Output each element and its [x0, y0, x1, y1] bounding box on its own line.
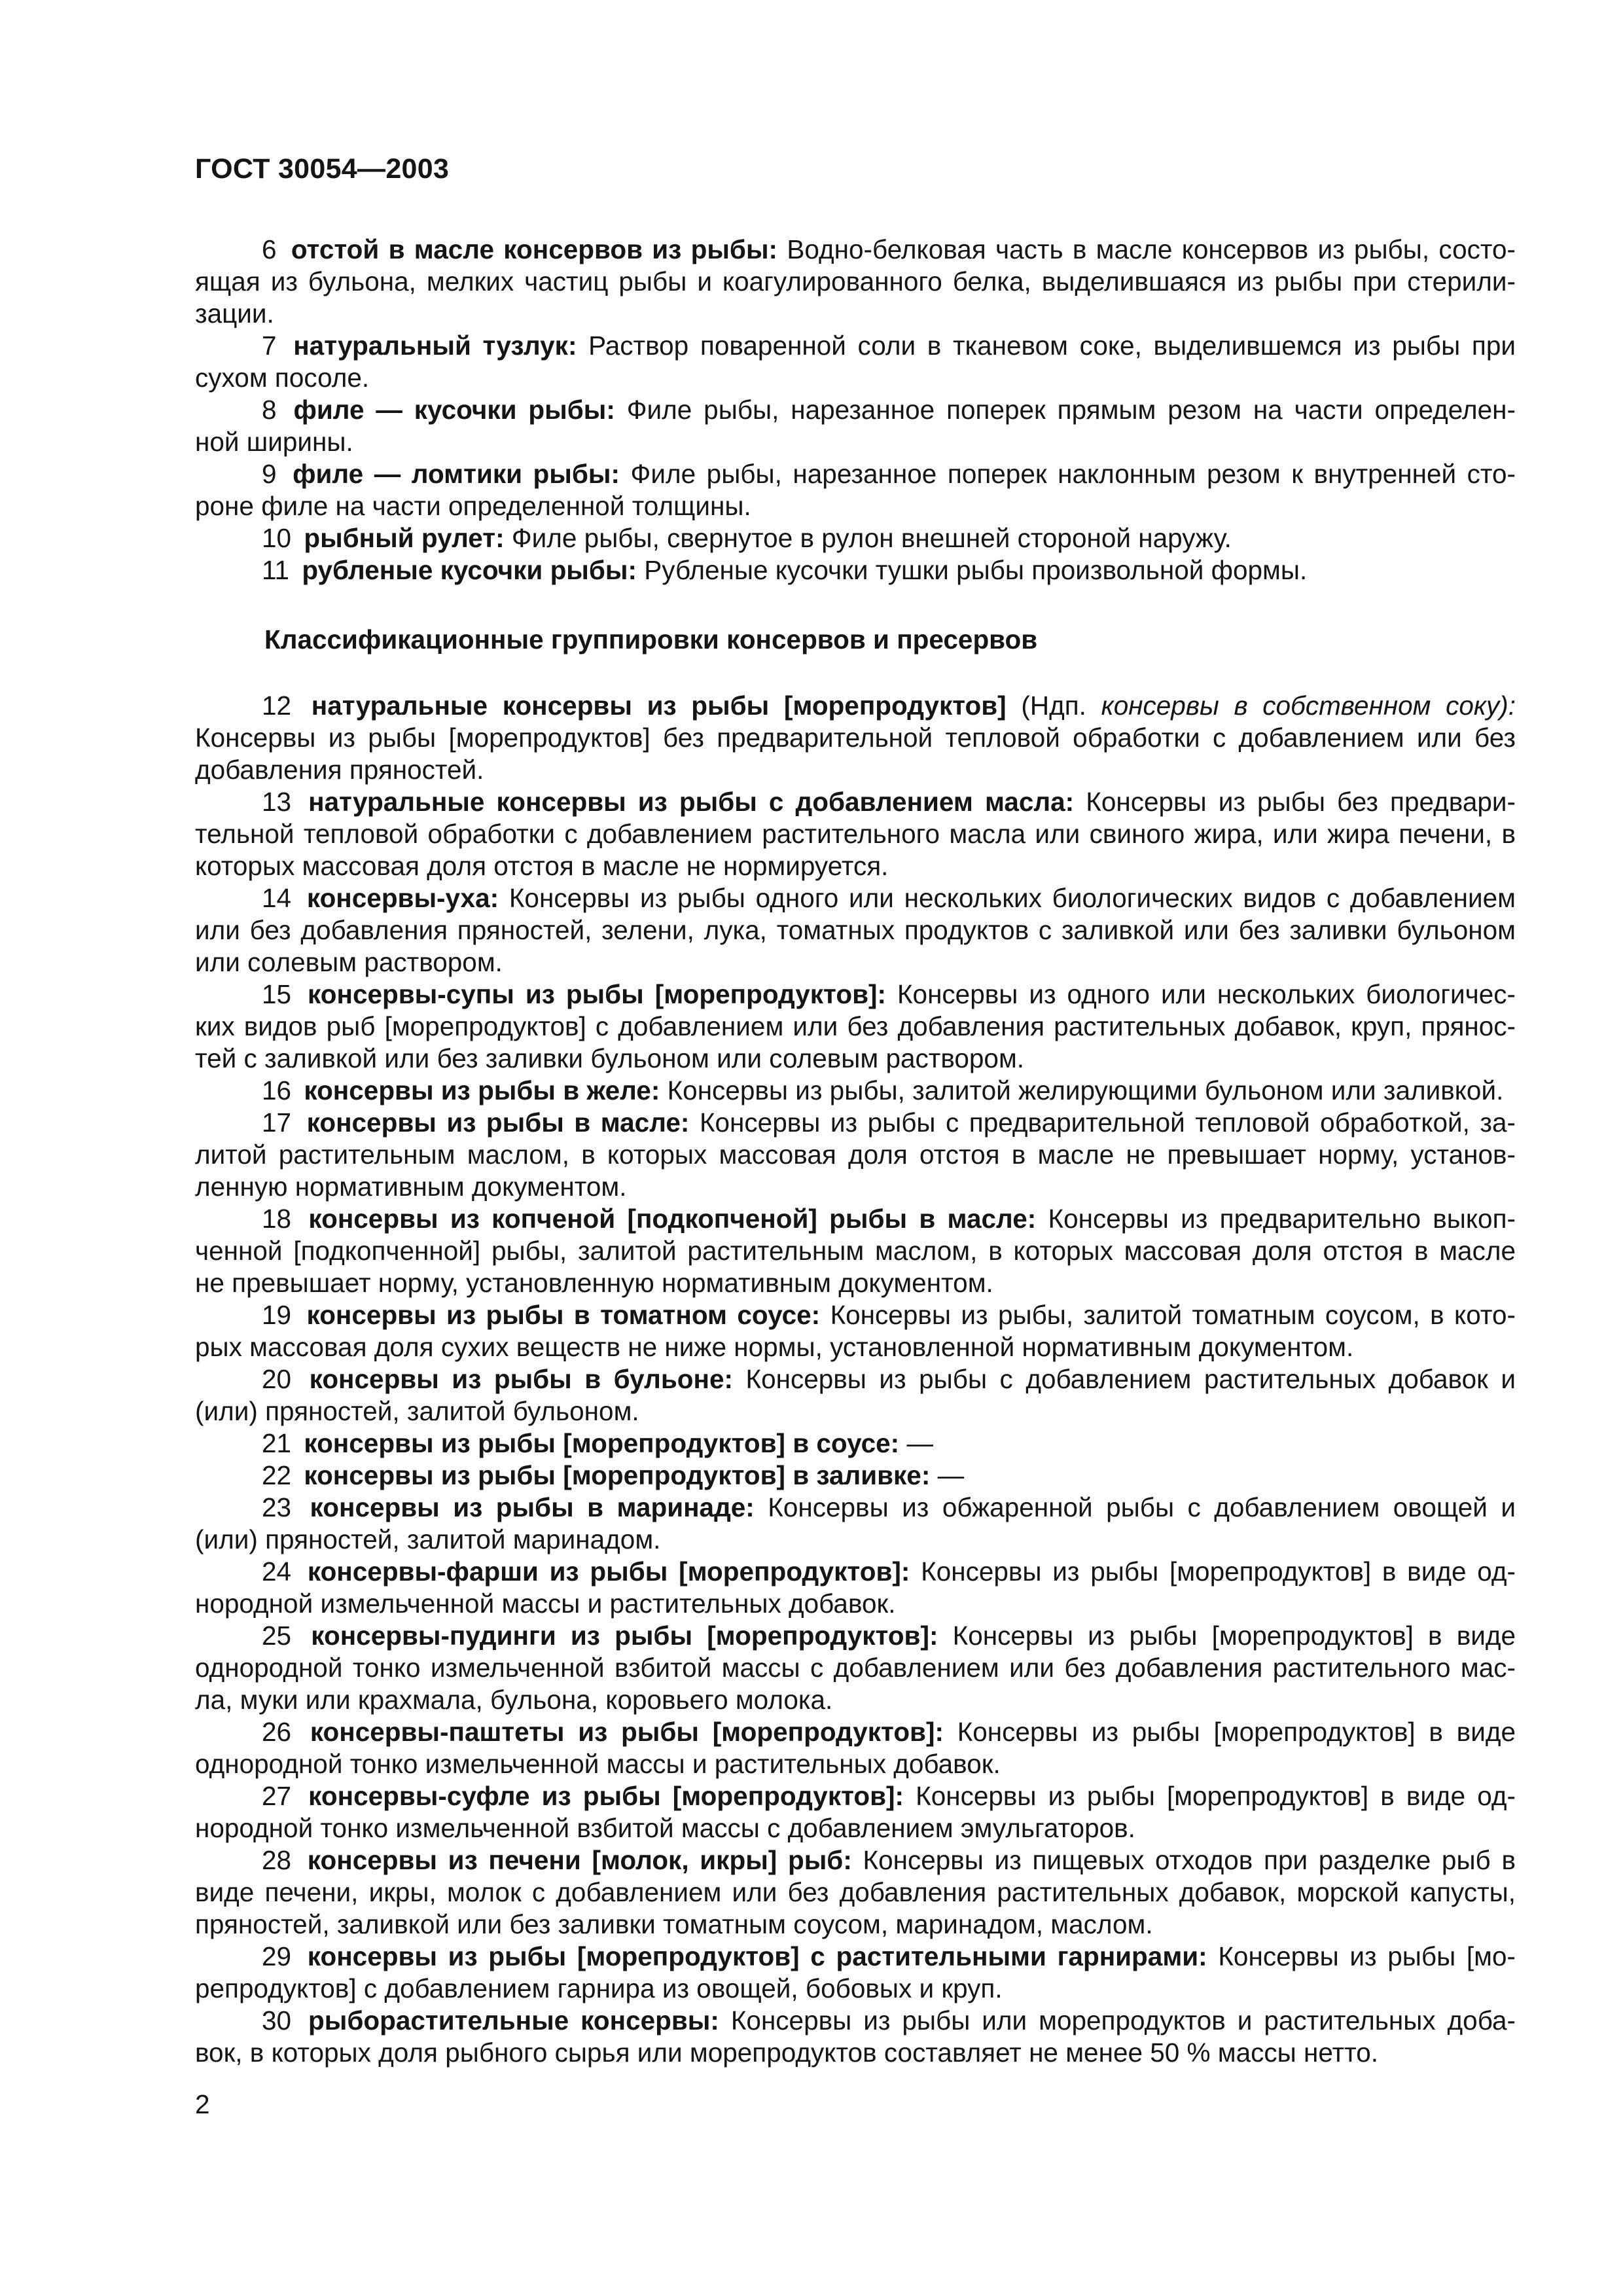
- entry-number: 26: [262, 1717, 292, 1747]
- entry-definition-line: тельной тепловой обработки с добавлением растительного масла или свиного жира, или жира печени, в: [195, 819, 1516, 849]
- term-entry-14: [195, 882, 1516, 978]
- entry-number: 12: [262, 691, 292, 721]
- entry-definition-start: Консервы из рыбы одного или нескольких биологических видов с добавлением: [508, 883, 1516, 913]
- term-entry-10: [195, 522, 1516, 554]
- entry-number: 17: [262, 1107, 292, 1138]
- entry-first-line: [195, 394, 1516, 426]
- entry-number: 24: [262, 1556, 292, 1587]
- entry-definition-start: Консервы из рыбы [морепродуктов] в виде од-: [916, 1781, 1516, 1811]
- entry-first-line: [195, 1299, 1516, 1331]
- entry-definition-line: ла, муки или крахмала, бульона, коровьего молока.: [195, 1685, 833, 1715]
- term-list-classification: [195, 690, 1516, 2069]
- entry-term: натуральные консервы из рыбы [морепродуктов]: [311, 691, 1007, 721]
- entry-number: 13: [262, 787, 292, 817]
- entry-number: 16: [262, 1075, 292, 1105]
- entry-term: консервы-пудинги из рыбы [морепродуктов]:: [311, 1621, 938, 1651]
- entry-definition-line: добавления пряностей.: [195, 755, 484, 785]
- entry-deprecated-note-label: (Ндп.: [1021, 691, 1086, 721]
- term-entry-15: [195, 978, 1516, 1075]
- entry-definition-line: (или) пряностей, залитой бульоном.: [195, 1396, 639, 1426]
- entry-first-line: [195, 1363, 1516, 1395]
- entry-first-line: [195, 690, 1516, 722]
- entry-term: отстой в масле консервов из рыбы:: [291, 234, 778, 264]
- entry-term: консервы из рыбы в бульоне:: [309, 1364, 733, 1394]
- entry-first-line: [195, 786, 1516, 818]
- term-entry-30: [195, 2005, 1516, 2069]
- entry-definition-line: (или) пряностей, залитой маринадом.: [195, 1524, 661, 1554]
- entry-definition-start: Водно-белковая часть в масле консервов из рыбы, состо-: [787, 234, 1516, 264]
- entry-definition-line: ленную нормативным документом.: [195, 1172, 627, 1202]
- entry-definition-line: ченной [подкопченной] рыбы, залитой растительным маслом, в которых массовая доля отстоя в масле: [195, 1236, 1516, 1266]
- entry-term: консервы из рыбы в томатном соусе:: [306, 1300, 821, 1330]
- term-entry-24: [195, 1556, 1516, 1620]
- entry-number: 29: [262, 1941, 292, 1971]
- entry-first-line: [195, 234, 1516, 266]
- entry-definition-start: Раствор поваренной соли в тканевом соке, выделившемся из рыбы при: [588, 331, 1516, 361]
- term-entry-9: [195, 458, 1516, 522]
- term-entry-29: [195, 1941, 1516, 2005]
- entry-number: 30: [262, 2005, 292, 2036]
- term-entry-27: [195, 1780, 1516, 1844]
- entry-term: консервы-супы из рыбы [морепродуктов]:: [308, 979, 886, 1009]
- entry-term: рубленые кусочки рыбы:: [302, 555, 637, 585]
- entry-term: консервы из рыбы в масле:: [306, 1107, 690, 1138]
- entry-definition-start: —: [906, 1428, 933, 1458]
- entry-number: 6: [262, 234, 277, 264]
- entry-number: 22: [262, 1460, 292, 1490]
- term-entry-21: [195, 1427, 1516, 1460]
- entry-definition-start: Консервы из рыбы без предвари-: [1086, 787, 1516, 817]
- entry-first-line: [195, 554, 1516, 586]
- term-entry-25: [195, 1620, 1516, 1716]
- entry-first-line: [195, 1075, 1516, 1107]
- entry-first-line: [195, 1844, 1516, 1876]
- entry-term: рыбный рулет:: [304, 523, 505, 553]
- entry-first-line: [195, 1427, 1516, 1460]
- entry-definition-start: Консервы из рыбы или морепродуктов и растительных доба-: [730, 2005, 1516, 2036]
- entry-definition-line: рых массовая доля сухих веществ не ниже нормы, установленной нормативным документом.: [195, 1332, 1354, 1362]
- entry-number: 14: [262, 883, 292, 913]
- entry-definition-start: Филе рыбы, нарезанное поперек прямым резом на части определен-: [626, 395, 1516, 425]
- entry-definition-line: ких видов рыб [морепродуктов] с добавлением или без добавления растительных добавок, круп, прянос-: [195, 1011, 1516, 1041]
- entry-number: 7: [262, 331, 277, 361]
- entry-definition-start: Консервы из рыбы, залитой томатным соусом, в кото-: [830, 1300, 1516, 1330]
- entry-term: консервы из рыбы в желе:: [304, 1075, 660, 1105]
- entry-definition-start: Консервы из одного или нескольких биологичес-: [897, 979, 1516, 1009]
- entry-definition-start: Консервы из обжаренной рыбы с добавлением овощей и: [768, 1492, 1516, 1522]
- term-entry-7: [195, 330, 1516, 394]
- entry-definition-line: ящая из бульона, мелких частиц рыбы и коагулированного белка, выделившаяся из рыбы при стерили-: [195, 266, 1516, 296]
- entry-term: консервы из рыбы [морепродуктов] в соусе:: [304, 1428, 900, 1458]
- entry-first-line: [195, 1780, 1516, 1812]
- entry-definition-line: не превышает норму, установленную нормативным документом.: [195, 1268, 993, 1298]
- entry-number: 15: [262, 979, 292, 1009]
- term-entry-19: [195, 1299, 1516, 1363]
- entry-term: консервы из рыбы [морепродуктов] в заливке:: [304, 1460, 931, 1490]
- entry-definition-line: литой растительным маслом, в которых массовая доля отстоя в масле не превышает норму, установ-: [195, 1139, 1516, 1170]
- entry-definition-line: вок, в которых доля рыбного сырья или морепродуктов составляет не менее 50 % массы нетто.: [195, 2037, 1379, 2068]
- entry-definition-start: Консервы из пищевых отходов при разделке рыб в: [863, 1845, 1516, 1875]
- entry-term: консервы из рыбы в маринаде:: [310, 1492, 755, 1522]
- entry-definition-line: Консервы из рыбы [морепродуктов] без предварительной тепловой обработки с добавлением или без: [195, 723, 1516, 753]
- term-entry-17: [195, 1107, 1516, 1203]
- entry-term: консервы-уха:: [306, 883, 499, 913]
- term-entry-8: [195, 394, 1516, 458]
- entry-term: консервы-суфле из рыбы [морепродуктов]:: [308, 1781, 904, 1811]
- entry-number: 21: [262, 1428, 292, 1458]
- entry-definition-start: Филе рыбы, свернутое в рулон внешней стороной наружу.: [511, 523, 1232, 553]
- entry-first-line: [195, 1203, 1516, 1235]
- entry-term: натуральный тузлук:: [293, 331, 577, 361]
- entry-first-line: [195, 1492, 1516, 1524]
- entry-definition-line: виде печени, икры, молок с добавлением или без добавления растительных добавок, морской капусты,: [195, 1877, 1516, 1907]
- entry-definition-start: Консервы из рыбы [морепродуктов] в виде: [952, 1621, 1516, 1651]
- entry-term: филе — кусочки рыбы:: [293, 395, 615, 425]
- entry-definition-start: Рубленые кусочки тушки рыбы произвольной формы.: [644, 555, 1308, 585]
- entry-first-line: [195, 1620, 1516, 1652]
- entry-definition-line: однородной тонко измельченной взбитой массы с добавлением или без добавления растительного мас-: [195, 1653, 1516, 1683]
- term-entry-22: [195, 1460, 1516, 1492]
- entry-first-line: [195, 1460, 1516, 1492]
- term-entry-28: [195, 1844, 1516, 1941]
- entry-first-line: [195, 2005, 1516, 2037]
- entry-definition-line: ной ширины.: [195, 427, 353, 457]
- entry-definition-start: Консервы из рыбы, залитой желирующими бульоном или заливкой.: [667, 1075, 1504, 1105]
- page-number: 2: [195, 2089, 210, 2119]
- entry-definition-start: Консервы из предварительно выкоп-: [1048, 1204, 1516, 1234]
- term-entry-23: [195, 1492, 1516, 1556]
- entry-definition-start: Консервы из рыбы [мо-: [1218, 1941, 1516, 1971]
- entry-definition-line: однородной тонко измельченной массы и растительных добавок.: [195, 1749, 1001, 1779]
- term-entry-11: [195, 554, 1516, 586]
- entry-term: консервы-фарши из рыбы [морепродуктов]:: [307, 1556, 910, 1587]
- entry-definition-line: роне филе на части определенной толщины.: [195, 491, 751, 521]
- section-heading: Классификационные группировки консервов и пресервов: [264, 624, 1038, 655]
- entry-definition-line: сухом посоле.: [195, 363, 370, 393]
- entry-definition-start: Филе рыбы, нарезанное поперек наклонным резом к внутренней сто-: [630, 459, 1516, 489]
- entry-number: 20: [262, 1364, 292, 1394]
- term-entry-20: [195, 1363, 1516, 1427]
- entry-number: 23: [262, 1492, 292, 1522]
- entry-first-line: [195, 330, 1516, 362]
- entry-first-line: [195, 522, 1516, 554]
- entry-number: 18: [262, 1204, 292, 1234]
- entry-number: 27: [262, 1781, 292, 1811]
- entry-number: 25: [262, 1621, 292, 1651]
- entry-term: консервы из рыбы [морепродуктов] с растительными гарнирами:: [307, 1941, 1207, 1971]
- entry-definition-start: Консервы из рыбы с добавлением растительных добавок и: [745, 1364, 1516, 1394]
- term-entry-12: [195, 690, 1516, 786]
- entry-deprecated-term: консервы в собственном соку):: [1101, 691, 1516, 721]
- term-entry-16: [195, 1075, 1516, 1107]
- term-entry-13: [195, 786, 1516, 882]
- entry-first-line: [195, 882, 1516, 914]
- entry-definition-line: пряностей, заливкой или без заливки томатным соусом, маринадом, маслом.: [195, 1909, 1153, 1939]
- entry-term: филе — ломтики рыбы:: [293, 459, 620, 489]
- entry-term: консервы из копченой [подкопченой] рыбы в масле:: [308, 1204, 1037, 1234]
- document-code-header: ГОСТ 30054—2003: [195, 153, 450, 185]
- entry-definition-start: Консервы из рыбы с предварительной тепловой обработкой, за-: [699, 1107, 1516, 1138]
- term-entry-26: [195, 1716, 1516, 1780]
- entry-definition-start: —: [937, 1460, 965, 1490]
- entry-definition-line: нородной измельченной массы и растительных добавок.: [195, 1588, 896, 1619]
- entry-first-line: [195, 978, 1516, 1011]
- entry-definition-line: или без добавления пряностей, зелени, лука, томатных продуктов с заливкой или без заливки бульоном: [195, 915, 1516, 945]
- entry-number: 19: [262, 1300, 292, 1330]
- entry-number: 10: [262, 523, 292, 553]
- page-content: [195, 153, 1516, 2121]
- entry-definition-line: тей с заливкой или без заливки бульоном или солевым раствором.: [195, 1043, 1025, 1073]
- entry-term: рыборастительные консервы:: [308, 2005, 719, 2036]
- entry-term: натуральные консервы из рыбы с добавлением масла:: [308, 787, 1075, 817]
- entry-number: 28: [262, 1845, 292, 1875]
- entry-first-line: [195, 1941, 1516, 1973]
- entry-first-line: [195, 458, 1516, 490]
- entry-definition-start: Консервы из рыбы [морепродуктов] в виде од-: [921, 1556, 1516, 1587]
- entry-definition-line: нородной тонко измельченной взбитой массы с добавлением эмульгаторов.: [195, 1813, 1135, 1843]
- term-entry-6: [195, 234, 1516, 330]
- entry-number: 9: [262, 459, 277, 489]
- term-list-general: [195, 234, 1516, 586]
- entry-definition-start: Консервы из рыбы [морепродуктов] в виде: [957, 1717, 1516, 1747]
- entry-term: консервы-паштеты из рыбы [морепродуктов]:: [310, 1717, 944, 1747]
- entry-first-line: [195, 1556, 1516, 1588]
- entry-term: консервы из печени [молок, икры] рыб:: [307, 1845, 852, 1875]
- entry-first-line: [195, 1716, 1516, 1748]
- entry-first-line: [195, 1107, 1516, 1139]
- entry-definition-line: которых массовая доля отстоя в масле не нормируется.: [195, 851, 889, 881]
- entry-definition-line: зации.: [195, 298, 274, 329]
- entry-number: 8: [262, 395, 277, 425]
- term-entry-18: [195, 1203, 1516, 1299]
- entry-definition-line: или солевым раствором.: [195, 947, 503, 977]
- entry-number: 11: [262, 555, 290, 585]
- entry-definition-line: репродуктов] с добавлением гарнира из овощей, бобовых и круп.: [195, 1973, 1003, 2003]
